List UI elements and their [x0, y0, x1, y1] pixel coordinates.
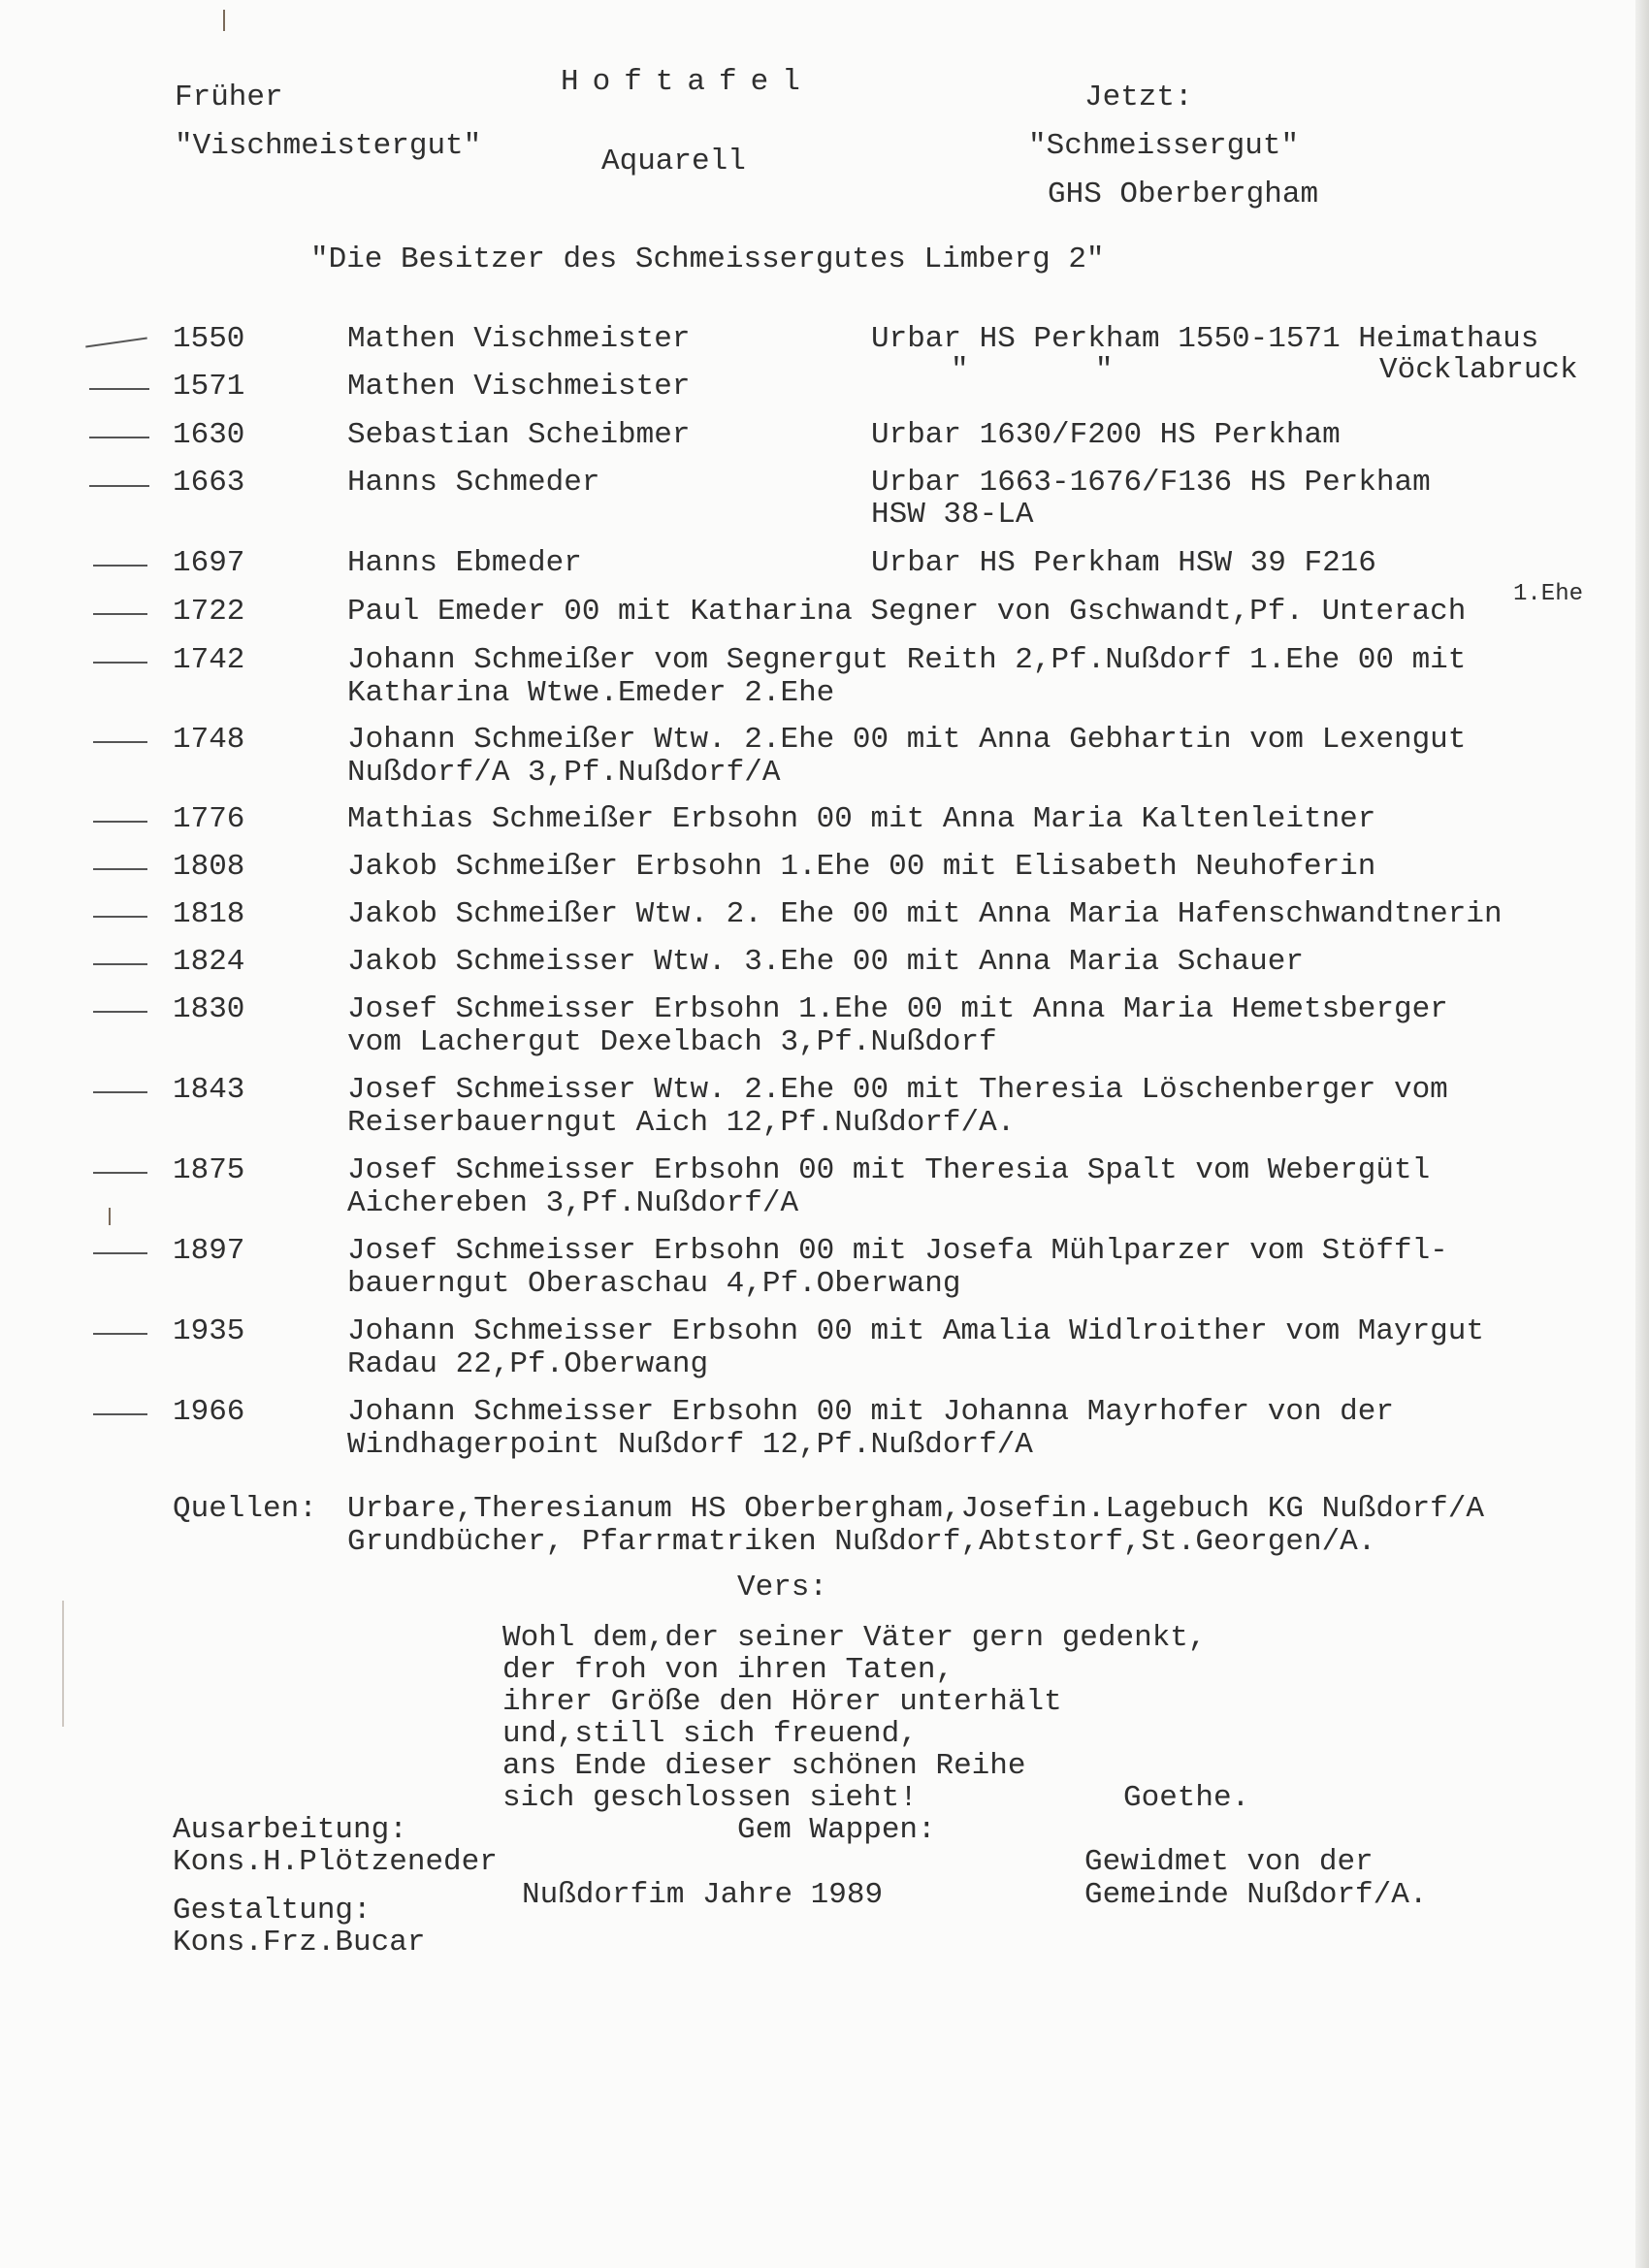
owner-entry: Johann Schmeisser Erbsohn 00 mit Amalia Widlroither vom Mayrgut: [347, 1314, 1484, 1348]
ausarbeitung-name: Kons.H.Plötzeneder: [173, 1845, 498, 1879]
margin-mark: [93, 662, 147, 664]
verse-line: und,still sich freuend,: [502, 1717, 918, 1751]
owner-year: 1824: [173, 945, 245, 979]
margin-mark: [93, 741, 147, 743]
owner-year: 1966: [173, 1395, 245, 1429]
owner-year: 1808: [173, 850, 245, 884]
verse-line: ans Ende dieser schönen Reihe: [502, 1749, 1026, 1783]
owner-entry-line2: Windhagerpoint Nußdorf 12,Pf.Nußdorf/A: [347, 1428, 1033, 1462]
owner-source: Urbar HS Perkham HSW 39 F216: [871, 546, 1376, 580]
owner-note: 1.Ehe: [1513, 581, 1584, 607]
owner-year: 1571: [173, 370, 245, 404]
margin-mark: [93, 916, 147, 918]
owner-year: 1875: [173, 1153, 245, 1187]
margin-mark: [85, 338, 147, 348]
margin-mark: [89, 437, 149, 438]
owner-source: Urbar 1630/F200 HS Perkham: [871, 418, 1341, 452]
sources-line: Grundbücher, Pfarrmatriken Nußdorf,Abtstorf,St.Georgen/A.: [347, 1525, 1376, 1559]
owner-entry: Mathen Vischmeister: [347, 370, 691, 404]
header-title: Hoftafel: [561, 65, 814, 99]
owner-year: 1818: [173, 897, 245, 931]
owner-year: 1630: [173, 418, 245, 452]
gestaltung-label: Gestaltung:: [173, 1894, 372, 1928]
owner-source-line2: Vöcklabruck: [1379, 353, 1578, 387]
margin-mark: [89, 388, 149, 390]
owner-entry-line2: Aichereben 3,Pf.Nußdorf/A: [347, 1186, 799, 1220]
header-subtitle: Aquarell: [601, 145, 746, 178]
wappen-label: Gem Wappen:: [737, 1813, 936, 1847]
verse-line: Wohl dem,der seiner Väter gern gedenkt,: [502, 1621, 1207, 1655]
margin-mark: [62, 1601, 64, 1727]
owner-entry: Jakob Schmeisser Wtw. 3.Ehe 00 mit Anna Maria Schauer: [347, 945, 1304, 979]
owner-year: 1748: [173, 723, 245, 757]
verse-line: ihrer Größe den Hörer unterhält: [502, 1685, 1062, 1719]
margin-mark: [93, 963, 147, 965]
place-year: Nußdorfim Jahre 1989: [522, 1878, 884, 1912]
owner-year: 1830: [173, 992, 245, 1026]
owner-entry: Paul Emeder 00 mit Katharina Segner von Gschwandt,Pf. Unterach: [347, 595, 1467, 629]
scan-edge: [1635, 0, 1649, 2268]
owner-entry: Mathias Schmeißer Erbsohn 00 mit Anna Maria Kaltenleitner: [347, 802, 1376, 836]
margin-mark: [93, 1172, 147, 1174]
verse-label: Vers:: [737, 1571, 828, 1604]
margin-mark: [93, 1091, 147, 1093]
owner-entry: Johann Schmeisser Erbsohn 00 mit Johanna Mayrhofer von der: [347, 1395, 1394, 1429]
margin-mark: [93, 1333, 147, 1335]
owner-entry-line2: Katharina Wtwe.Emeder 2.Ehe: [347, 676, 835, 710]
owner-entry: Josef Schmeisser Erbsohn 1.Ehe 00 mit Anna Maria Hemetsberger: [347, 992, 1448, 1026]
owner-entry: Jakob Schmeißer Wtw. 2. Ehe 00 mit Anna Maria Hafenschwandtnerin: [347, 897, 1503, 931]
owner-entry-line2: Radau 22,Pf.Oberwang: [347, 1347, 709, 1381]
page-heading: "Die Besitzer des Schmeissergutes Limberg 2": [310, 243, 1105, 276]
margin-mark: [93, 1011, 147, 1013]
owner-year: 1776: [173, 802, 245, 836]
owner-entry: Johann Schmeißer vom Segnergut Reith 2,Pf.Nußdorf 1.Ehe 00 mit: [347, 643, 1467, 677]
margin-mark: [93, 1252, 147, 1254]
margin-mark: [93, 613, 147, 615]
owner-source: Urbar HS Perkham 1550-1571 Heimathaus: [871, 322, 1539, 356]
owner-source: Urbar 1663-1676/F136 HS Perkham: [871, 466, 1431, 500]
dedication-line: Gewidmet von der: [1084, 1845, 1374, 1879]
owner-entry-line2: Reiserbauerngut Aich 12,Pf.Nußdorf/A.: [347, 1106, 1016, 1140]
owner-entry: Johann Schmeißer Wtw. 2.Ehe 00 mit Anna Gebhartin vom Lexengut: [347, 723, 1467, 757]
margin-mark: [93, 821, 147, 823]
owner-entry: Sebastian Scheibmer: [347, 418, 691, 452]
owner-entry: Hanns Schmeder: [347, 466, 600, 500]
margin-mark: [93, 868, 147, 870]
owner-year: 1550: [173, 322, 245, 356]
owner-entry: Josef Schmeisser Erbsohn 00 mit Josefa Mühlparzer vom Stöffl-: [347, 1234, 1448, 1268]
owner-year: 1722: [173, 595, 245, 629]
owner-entry: Josef Schmeisser Erbsohn 00 mit Theresia Spalt vom Webergütl: [347, 1153, 1431, 1187]
dedication-line: Gemeinde Nußdorf/A.: [1084, 1878, 1428, 1912]
owner-entry: Hanns Ebmeder: [347, 546, 582, 580]
sources-label: Quellen:: [173, 1492, 317, 1526]
owner-entry-line2: Nußdorf/A 3,Pf.Nußdorf/A: [347, 756, 781, 790]
owner-year: 1697: [173, 546, 245, 580]
header-right-label: Jetzt:: [1084, 81, 1193, 114]
margin-mark: [89, 485, 149, 487]
owner-source: " ": [951, 353, 1114, 387]
margin-mark: [223, 10, 225, 31]
owner-year: 1935: [173, 1314, 245, 1348]
margin-mark: [93, 1413, 147, 1415]
verse-line: der froh von ihren Taten,: [502, 1653, 954, 1687]
owner-year: 1742: [173, 643, 245, 677]
owner-year: 1897: [173, 1234, 245, 1268]
owner-entry: Jakob Schmeißer Erbsohn 1.Ehe 00 mit Elisabeth Neuhoferin: [347, 850, 1376, 884]
sources-line: Urbare,Theresianum HS Oberbergham,Josefin.Lagebuch KG Nußdorf/A: [347, 1492, 1484, 1526]
owner-entry-line2: bauerngut Oberaschau 4,Pf.Oberwang: [347, 1267, 961, 1301]
owner-entry: Mathen Vischmeister: [347, 322, 691, 356]
verse-line: sich geschlossen sieht!: [502, 1781, 918, 1815]
owner-source-line2: HSW 38-LA: [871, 498, 1034, 532]
verse-author: Goethe.: [1123, 1781, 1250, 1815]
owner-year: 1663: [173, 466, 245, 500]
owner-entry-line2: vom Lachergut Dexelbach 3,Pf.Nußdorf: [347, 1025, 997, 1059]
header-left-name: "Vischmeistergut": [175, 129, 482, 163]
owner-year: 1843: [173, 1073, 245, 1107]
owner-entry: Josef Schmeisser Wtw. 2.Ehe 00 mit Theresia Löschenberger vom: [347, 1073, 1448, 1107]
header-right-name: "Schmeissergut": [1028, 129, 1300, 163]
gestaltung-name: Kons.Frz.Bucar: [173, 1926, 426, 1960]
margin-mark: [93, 565, 147, 567]
margin-mark: [109, 1208, 111, 1225]
header-left-label: Früher: [175, 81, 283, 114]
ausarbeitung-label: Ausarbeitung:: [173, 1813, 407, 1847]
header-right-school: GHS Oberbergham: [1048, 178, 1319, 211]
